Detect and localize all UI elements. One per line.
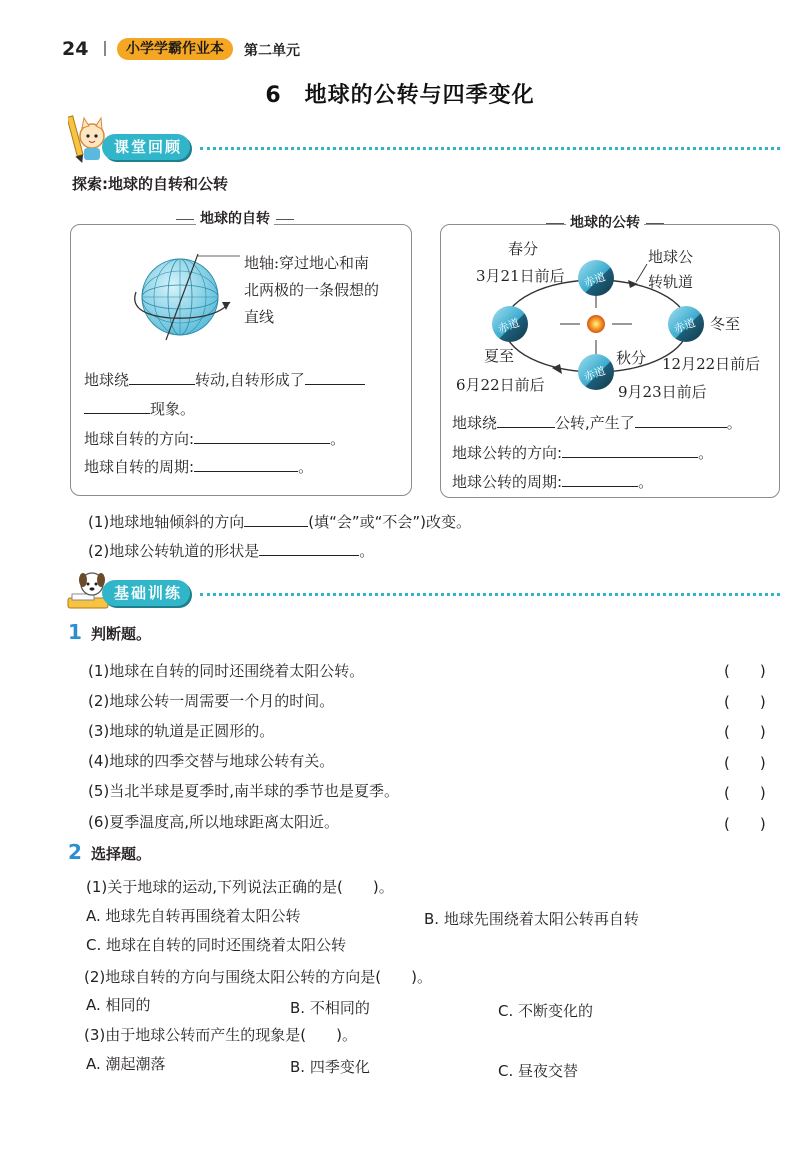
choice-1-option-a[interactable]: A. 地球先自转再围绕着太阳公转: [86, 907, 301, 925]
rotation-line-1-b: 转动,自转形成了: [195, 371, 305, 389]
revolution-period-label: 地球公转的周期:: [452, 473, 563, 491]
page-number: 24: [62, 38, 89, 60]
question-2-heading: [68, 840, 151, 864]
section1-q1-text-a: (1)地球地轴倾斜的方向: [88, 513, 245, 531]
section1-q1-text-b: (填“会”或“不会”)改变。: [308, 513, 472, 531]
spring-label: 春分: [508, 240, 539, 258]
blank-axis-tilt[interactable]: [244, 511, 308, 527]
judge-answer-6[interactable]: ( ): [724, 815, 766, 833]
header-divider: [104, 41, 106, 56]
equator-label-winter: 赤道: [672, 316, 698, 336]
banner-dotted-line: [200, 147, 780, 150]
choice-stem-2: (2)地球自转的方向与围绕太阳公转的方向是( )。: [84, 968, 432, 986]
orbit-label-1: 地球公: [648, 248, 694, 266]
axis-note: [244, 250, 379, 331]
orbit-label-2: 转轨道: [648, 273, 694, 291]
explore-heading: 探索:地球的自转和公转: [72, 175, 228, 193]
revolution-line-3: 地球公转的周期: 。: [452, 473, 654, 491]
revolution-line-1-b: 公转,产生了: [555, 414, 635, 432]
axis-note-line-2: 北两极的一条假想的: [244, 281, 380, 299]
blank-revolution-phenomenon[interactable]: [635, 412, 727, 428]
equator-label-autumn: 赤道: [582, 364, 608, 384]
axis-note-line-3: 直线: [244, 308, 275, 326]
autumn-date: 9月23日前后: [618, 383, 707, 401]
spring-date: 3月21日前后: [476, 267, 565, 285]
judge-item-3: (3)地球的轨道是正圆形的。: [88, 722, 275, 740]
revolution-direction-label: 地球公转的方向:: [452, 444, 563, 462]
judge-answer-2[interactable]: ( ): [724, 693, 766, 711]
question-1-heading: [68, 620, 151, 644]
choice-stem-1: (1)关于地球的运动,下列说法正确的是( )。: [86, 878, 394, 896]
banner-dotted-line-2: [200, 593, 780, 596]
unit-label: 第二单元: [244, 43, 300, 59]
rotation-direction-label: 地球自转的方向:: [84, 430, 195, 448]
rotation-line-2: [84, 398, 195, 419]
revolution-line-1: 地球绕 公转,产生了 。: [452, 414, 742, 432]
autumn-label: 秋分: [616, 349, 647, 367]
book-name-badge: 小学学霸作业本: [117, 38, 233, 60]
rotation-line-1-a: 地球绕: [84, 371, 130, 389]
pencil-cat-mascot-icon: [68, 114, 108, 164]
blank-rotation-phenomenon-2[interactable]: [84, 398, 150, 414]
section-banner-review: 课堂回顾: [102, 134, 190, 160]
question-2-title: 选择题。: [91, 845, 152, 863]
rotation-line-4: 地球自转的周期: 。: [84, 458, 314, 476]
rotation-box-title: 地球的自转: [196, 208, 274, 230]
revolution-line-2: 地球公转的方向: 。: [452, 444, 714, 462]
revolution-box-title: 地球的公转: [566, 212, 644, 234]
choice-1-option-c[interactable]: C. 地球在自转的同时还围绕着太阳公转: [86, 936, 347, 954]
blank-revolution-period[interactable]: [562, 471, 638, 487]
rotation-line-1: [84, 369, 365, 390]
revolution-line-1-a: 地球绕: [452, 414, 498, 432]
blank-rotation-axis[interactable]: [129, 369, 195, 385]
judge-item-1: (1)地球在自转的同时还围绕着太阳公转。: [88, 662, 365, 680]
judge-item-4: (4)地球的四季交替与地球公转有关。: [88, 752, 335, 770]
judge-answer-1[interactable]: ( ): [724, 662, 766, 680]
choice-2-option-c[interactable]: C. 不断变化的: [498, 1002, 594, 1020]
question-2-number: 2: [68, 840, 82, 864]
choice-1-option-b[interactable]: B. 地球先围绕着太阳公转再自转: [424, 910, 639, 928]
judge-item-6: (6)夏季温度高,所以地球距离太阳近。: [88, 813, 340, 831]
blank-rotation-phenomenon[interactable]: [305, 369, 365, 385]
blank-orbit-shape[interactable]: [259, 540, 359, 556]
choice-3-option-a[interactable]: A. 潮起潮落: [86, 1055, 166, 1073]
rotating-globe-icon: [120, 252, 240, 342]
equator-label-spring: 赤道: [582, 270, 608, 290]
winter-date: 12月22日前后: [662, 355, 761, 373]
judge-answer-4[interactable]: ( ): [724, 754, 766, 772]
section1-q2-text: (2)地球公转轨道的形状是: [88, 542, 260, 560]
choice-3-option-c[interactable]: C. 昼夜交替: [498, 1062, 579, 1080]
question-1-number: 1: [68, 620, 82, 644]
summer-date: 6月22日前后: [456, 376, 545, 394]
choice-3-option-b[interactable]: B. 四季变化: [290, 1058, 370, 1076]
blank-revolution-center[interactable]: [497, 412, 555, 428]
rotation-line-3: 地球自转的方向: 。: [84, 430, 346, 448]
summer-label: 夏至: [484, 347, 515, 365]
section1-question-1: [88, 511, 471, 532]
judge-answer-3[interactable]: ( ): [724, 723, 766, 741]
axis-note-line-1: 地轴:穿过地心和南: [244, 254, 370, 272]
section1-question-2: (2)地球公转轨道的形状是 。: [88, 542, 375, 560]
judge-answer-5[interactable]: ( ): [724, 784, 766, 802]
question-1-title: 判断题。: [91, 625, 152, 643]
judge-item-5: (5)当北半球是夏季时,南半球的季节也是夏季。: [88, 782, 400, 800]
equator-label-summer: 赤道: [496, 316, 522, 336]
choice-2-option-b[interactable]: B. 不相同的: [290, 999, 370, 1017]
blank-rotation-period[interactable]: [194, 456, 298, 472]
rotation-line-2-b: 现象。: [150, 400, 196, 418]
sun-icon: [587, 315, 605, 333]
blank-revolution-direction[interactable]: [562, 442, 698, 458]
blank-rotation-direction[interactable]: [194, 428, 330, 444]
judge-item-2: (2)地球公转一周需要一个月的时间。: [88, 692, 335, 710]
choice-2-option-a[interactable]: A. 相同的: [86, 996, 151, 1014]
lesson-title: 6 地球的公转与四季变化: [265, 83, 535, 108]
choice-stem-3: (3)由于地球公转而产生的现象是( )。: [84, 1026, 357, 1044]
rotation-period-label: 地球自转的周期:: [84, 458, 195, 476]
winter-label: 冬至: [710, 315, 741, 333]
section-banner-practice: 基础训练: [102, 580, 190, 606]
